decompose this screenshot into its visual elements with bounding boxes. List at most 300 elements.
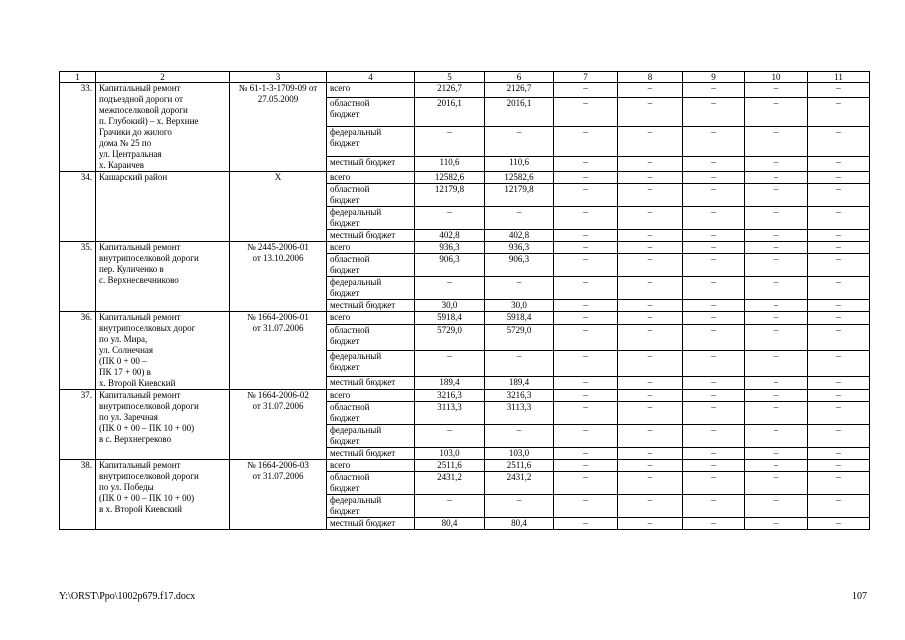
empty-cell: – bbox=[808, 402, 870, 425]
empty-cell: – bbox=[745, 127, 808, 156]
empty-cell: – bbox=[808, 277, 870, 300]
column-header: 10 bbox=[745, 72, 808, 83]
empty-cell: – bbox=[745, 495, 808, 518]
empty-cell: – bbox=[745, 350, 808, 376]
empty-cell: – bbox=[683, 242, 745, 254]
value-col5: 3113,3 bbox=[415, 402, 485, 425]
text-line: бюджет bbox=[330, 361, 360, 372]
text-line: № 1664-2006-03 bbox=[247, 460, 309, 470]
text-line: подъездной дороги от bbox=[99, 94, 183, 104]
text-line: Капитальный ремонт bbox=[99, 460, 181, 470]
empty-cell: – bbox=[618, 172, 683, 184]
text-line: Кашарский район bbox=[99, 172, 168, 182]
empty-cell: – bbox=[745, 460, 808, 472]
text-line: местный бюджет bbox=[330, 230, 396, 240]
funding-source bbox=[327, 156, 415, 171]
funding-source bbox=[327, 98, 415, 127]
text-line: местный бюджет bbox=[330, 376, 396, 387]
text-line: всего bbox=[330, 242, 351, 252]
text-line: Капитальный ремонт bbox=[99, 83, 181, 93]
value-col5: 103,0 bbox=[415, 448, 485, 460]
object-name bbox=[96, 172, 230, 242]
text-line: по ул. Победы bbox=[99, 482, 154, 492]
object-name bbox=[96, 390, 230, 460]
empty-cell: – bbox=[554, 518, 618, 530]
empty-cell: – bbox=[554, 312, 618, 325]
value-col5: 2126,7 bbox=[415, 83, 485, 98]
empty-cell: – bbox=[683, 350, 745, 376]
budget-table bbox=[59, 71, 870, 530]
text-line: № 1664-2006-01 bbox=[247, 312, 309, 322]
empty-cell: – bbox=[808, 300, 870, 312]
empty-cell: – bbox=[683, 300, 745, 312]
column-header: 9 bbox=[683, 72, 745, 83]
empty-cell: – bbox=[683, 184, 745, 207]
empty-cell: – bbox=[808, 127, 870, 156]
empty-cell: – bbox=[618, 402, 683, 425]
empty-cell: – bbox=[745, 325, 808, 351]
text-line: (ПК 0 + 00 – ПК 10 + 00) bbox=[99, 423, 195, 433]
value-col5: 2016,1 bbox=[415, 98, 485, 127]
empty-cell: – bbox=[745, 98, 808, 127]
empty-cell: – bbox=[554, 300, 618, 312]
row-number: 37. bbox=[60, 390, 96, 460]
column-header: 7 bbox=[554, 72, 618, 83]
document-reference bbox=[230, 460, 327, 530]
funding-source bbox=[327, 312, 415, 325]
empty-cell: – bbox=[618, 242, 683, 254]
empty-cell: – bbox=[808, 518, 870, 530]
text-line: местный бюджет bbox=[330, 448, 396, 458]
text-line: бюджет bbox=[330, 138, 360, 149]
value-col6: 12179,8 bbox=[485, 184, 554, 207]
empty-cell: – bbox=[808, 184, 870, 207]
empty-cell: – bbox=[618, 300, 683, 312]
text-line: межпоселковой дороги bbox=[99, 105, 188, 115]
empty-cell: – bbox=[683, 127, 745, 156]
empty-cell: – bbox=[554, 376, 618, 389]
text-line: пер. Куличенко в bbox=[99, 264, 164, 274]
object-name bbox=[96, 83, 230, 172]
empty-cell: – bbox=[554, 425, 618, 448]
empty-cell: – bbox=[745, 518, 808, 530]
row-number: 35. bbox=[60, 242, 96, 312]
text-line: № 1664-2006-02 bbox=[247, 390, 309, 400]
text-line: федеральный bbox=[330, 277, 382, 287]
empty-cell: – bbox=[618, 254, 683, 277]
empty-cell: – bbox=[618, 350, 683, 376]
empty-cell: – bbox=[745, 230, 808, 242]
text-line: (ПК 0 + 00 – ПК 10 + 00) bbox=[99, 493, 195, 503]
text-line: бюджет bbox=[330, 288, 360, 298]
empty-cell: – bbox=[618, 495, 683, 518]
text-line: федеральный bbox=[330, 425, 382, 435]
empty-cell: – bbox=[554, 242, 618, 254]
page-number: 107 bbox=[852, 591, 867, 602]
table-row bbox=[60, 312, 870, 325]
text-line: по ул. Мира, bbox=[99, 334, 148, 344]
text-line: всего bbox=[330, 83, 351, 93]
funding-source bbox=[327, 230, 415, 242]
text-line: федеральный bbox=[330, 207, 382, 217]
empty-cell: – bbox=[683, 156, 745, 171]
value-col5: 110,6 bbox=[415, 156, 485, 171]
table-row bbox=[60, 83, 870, 98]
empty-cell: – bbox=[808, 495, 870, 518]
text-line: № 2445-2006-01 bbox=[247, 242, 309, 252]
text-line: (ПК 0 + 00 – bbox=[99, 356, 147, 366]
text-line: Капитальный ремонт bbox=[99, 390, 181, 400]
empty-cell: – bbox=[618, 98, 683, 127]
value-col6: 12582,6 bbox=[485, 172, 554, 184]
value-col5: 30,0 bbox=[415, 300, 485, 312]
text-line: областной bbox=[330, 402, 370, 412]
text-line: бюджет bbox=[330, 436, 360, 446]
empty-cell: – bbox=[683, 254, 745, 277]
empty-cell: – bbox=[554, 254, 618, 277]
value-col5: – bbox=[415, 127, 485, 156]
column-header: 1 bbox=[60, 72, 96, 83]
funding-source bbox=[327, 254, 415, 277]
empty-cell: – bbox=[618, 83, 683, 98]
empty-cell: – bbox=[808, 390, 870, 402]
empty-cell: – bbox=[683, 98, 745, 127]
empty-cell: – bbox=[745, 312, 808, 325]
text-line: федеральный bbox=[330, 495, 382, 505]
empty-cell: – bbox=[745, 172, 808, 184]
value-col5: 936,3 bbox=[415, 242, 485, 254]
funding-source bbox=[327, 184, 415, 207]
empty-cell: – bbox=[683, 460, 745, 472]
funding-source bbox=[327, 325, 415, 351]
value-col5: – bbox=[415, 425, 485, 448]
empty-cell: – bbox=[683, 325, 745, 351]
funding-source bbox=[327, 518, 415, 530]
empty-cell: – bbox=[554, 390, 618, 402]
column-header: 8 bbox=[618, 72, 683, 83]
text-line: областной bbox=[330, 98, 370, 109]
text-line: п. Глубокий) – х. Верхние bbox=[99, 116, 199, 126]
text-line: по ул. Заречная bbox=[99, 412, 158, 422]
empty-cell: – bbox=[683, 207, 745, 230]
empty-cell: – bbox=[618, 376, 683, 389]
object-name bbox=[96, 242, 230, 312]
empty-cell: – bbox=[554, 277, 618, 300]
funding-source bbox=[327, 207, 415, 230]
document-reference bbox=[230, 83, 327, 172]
funding-source bbox=[327, 460, 415, 472]
empty-cell: – bbox=[808, 312, 870, 325]
funding-source bbox=[327, 127, 415, 156]
column-header: 11 bbox=[808, 72, 870, 83]
column-header: 2 bbox=[96, 72, 230, 83]
empty-cell: – bbox=[554, 230, 618, 242]
value-col6: 2126,7 bbox=[485, 83, 554, 98]
empty-cell: – bbox=[683, 472, 745, 495]
text-line: в х. Второй Киевский bbox=[99, 504, 182, 514]
text-line: бюджет bbox=[330, 195, 360, 205]
empty-cell: – bbox=[554, 156, 618, 171]
empty-cell: – bbox=[618, 425, 683, 448]
funding-source bbox=[327, 277, 415, 300]
text-line: федеральный bbox=[330, 350, 382, 361]
empty-cell: – bbox=[618, 518, 683, 530]
empty-cell: – bbox=[618, 230, 683, 242]
empty-cell: – bbox=[683, 495, 745, 518]
empty-cell: – bbox=[808, 448, 870, 460]
empty-cell: – bbox=[745, 300, 808, 312]
text-line: всего bbox=[330, 390, 351, 400]
empty-cell: – bbox=[683, 172, 745, 184]
text-line: внутрипоселковой дороги bbox=[99, 253, 199, 263]
text-line: х. Второй Киевский bbox=[99, 378, 176, 388]
row-number: 34. bbox=[60, 172, 96, 242]
value-col6: 5918,4 bbox=[485, 312, 554, 325]
empty-cell: – bbox=[554, 460, 618, 472]
table-row bbox=[60, 460, 870, 472]
value-col6: – bbox=[485, 277, 554, 300]
empty-cell: – bbox=[683, 230, 745, 242]
empty-cell: – bbox=[554, 402, 618, 425]
column-header: 3 bbox=[230, 72, 327, 83]
text-line: бюджет bbox=[330, 336, 360, 347]
text-line: 27.05.2009 bbox=[257, 94, 299, 104]
funding-source bbox=[327, 350, 415, 376]
value-col5: 402,8 bbox=[415, 230, 485, 242]
empty-cell: – bbox=[745, 254, 808, 277]
value-col6: – bbox=[485, 425, 554, 448]
row-number: 36. bbox=[60, 312, 96, 390]
funding-source bbox=[327, 83, 415, 98]
empty-cell: – bbox=[683, 376, 745, 389]
text-line: областной bbox=[330, 472, 370, 482]
value-col6: 103,0 bbox=[485, 448, 554, 460]
empty-cell: – bbox=[683, 390, 745, 402]
empty-cell: – bbox=[554, 172, 618, 184]
value-col6: 2511,6 bbox=[485, 460, 554, 472]
empty-cell: – bbox=[554, 83, 618, 98]
funding-source bbox=[327, 448, 415, 460]
empty-cell: – bbox=[618, 472, 683, 495]
text-line: федеральный bbox=[330, 127, 382, 138]
value-col6: 30,0 bbox=[485, 300, 554, 312]
column-header: 4 bbox=[327, 72, 415, 83]
text-line: внутрипоселковой дороги bbox=[99, 471, 199, 481]
value-col5: 189,4 bbox=[415, 376, 485, 389]
document-reference bbox=[230, 312, 327, 390]
empty-cell: – bbox=[618, 312, 683, 325]
text-line: дома № 25 по bbox=[99, 138, 152, 148]
funding-source bbox=[327, 402, 415, 425]
empty-cell: – bbox=[554, 127, 618, 156]
text-line: Х bbox=[274, 172, 282, 182]
empty-cell: – bbox=[683, 448, 745, 460]
empty-cell: – bbox=[618, 325, 683, 351]
empty-cell: – bbox=[808, 460, 870, 472]
file-path: Y:\ORST\Ppo\1002p679.f17.docx bbox=[59, 591, 196, 602]
value-col5: 3216,3 bbox=[415, 390, 485, 402]
text-line: ПК 17 + 00) в bbox=[99, 367, 151, 377]
text-line: от 31.07.2006 bbox=[252, 471, 304, 481]
value-col6: – bbox=[485, 207, 554, 230]
funding-source bbox=[327, 242, 415, 254]
empty-cell: – bbox=[808, 254, 870, 277]
text-line: бюджет bbox=[330, 483, 360, 493]
empty-cell: – bbox=[808, 242, 870, 254]
empty-cell: – bbox=[683, 312, 745, 325]
empty-cell: – bbox=[618, 390, 683, 402]
value-col6: 906,3 bbox=[485, 254, 554, 277]
value-col5: 12179,8 bbox=[415, 184, 485, 207]
text-line: местный бюджет bbox=[330, 518, 396, 528]
value-col6: – bbox=[485, 495, 554, 518]
text-line: от 31.07.2006 bbox=[252, 401, 304, 411]
empty-cell: – bbox=[808, 98, 870, 127]
value-col6: 3113,3 bbox=[485, 402, 554, 425]
empty-cell: – bbox=[808, 207, 870, 230]
empty-cell: – bbox=[745, 184, 808, 207]
table-row bbox=[60, 390, 870, 402]
text-line: бюджет bbox=[330, 218, 360, 228]
text-line: х. Караичев bbox=[99, 160, 144, 170]
text-line: Капитальный ремонт bbox=[99, 312, 181, 322]
value-col6: 402,8 bbox=[485, 230, 554, 242]
text-line: ул. Солнечная bbox=[99, 345, 154, 355]
table-row bbox=[60, 172, 870, 184]
empty-cell: – bbox=[618, 277, 683, 300]
object-name bbox=[96, 460, 230, 530]
value-col6: – bbox=[485, 127, 554, 156]
empty-cell: – bbox=[745, 390, 808, 402]
text-line: Капитальный ремонт bbox=[99, 242, 181, 252]
empty-cell: – bbox=[618, 460, 683, 472]
empty-cell: – bbox=[808, 156, 870, 171]
document-reference bbox=[230, 390, 327, 460]
empty-cell: – bbox=[745, 277, 808, 300]
empty-cell: – bbox=[745, 207, 808, 230]
document-reference bbox=[230, 242, 327, 312]
value-col6: 189,4 bbox=[485, 376, 554, 389]
funding-source bbox=[327, 376, 415, 389]
funding-source bbox=[327, 390, 415, 402]
value-col5: 2511,6 bbox=[415, 460, 485, 472]
text-line: всего bbox=[330, 312, 351, 322]
text-line: с. Верхнесвечниково bbox=[99, 275, 179, 285]
value-col5: 12582,6 bbox=[415, 172, 485, 184]
text-line: Грачики до жилого bbox=[99, 127, 172, 137]
empty-cell: – bbox=[554, 325, 618, 351]
funding-source bbox=[327, 172, 415, 184]
empty-cell: – bbox=[745, 156, 808, 171]
empty-cell: – bbox=[554, 495, 618, 518]
value-col6: – bbox=[485, 350, 554, 376]
empty-cell: – bbox=[745, 242, 808, 254]
text-line: областной bbox=[330, 254, 370, 264]
empty-cell: – bbox=[683, 425, 745, 448]
empty-cell: – bbox=[618, 156, 683, 171]
text-line: бюджет bbox=[330, 265, 360, 275]
row-number: 38. bbox=[60, 460, 96, 530]
text-line: бюджет bbox=[330, 109, 360, 120]
empty-cell: – bbox=[618, 184, 683, 207]
text-line: в с. Верхнегреково bbox=[99, 434, 172, 444]
text-line: областной bbox=[330, 325, 370, 336]
empty-cell: – bbox=[808, 325, 870, 351]
empty-cell: – bbox=[554, 448, 618, 460]
empty-cell: – bbox=[554, 350, 618, 376]
object-name bbox=[96, 312, 230, 390]
value-col5: – bbox=[415, 495, 485, 518]
table-row bbox=[60, 242, 870, 254]
value-col6: 936,3 bbox=[485, 242, 554, 254]
text-line: областной bbox=[330, 184, 370, 194]
empty-cell: – bbox=[683, 277, 745, 300]
value-col5: 5918,4 bbox=[415, 312, 485, 325]
empty-cell: – bbox=[808, 83, 870, 98]
value-col5: – bbox=[415, 277, 485, 300]
empty-cell: – bbox=[745, 402, 808, 425]
empty-cell: – bbox=[745, 448, 808, 460]
empty-cell: – bbox=[683, 83, 745, 98]
empty-cell: – bbox=[745, 425, 808, 448]
column-header: 5 bbox=[415, 72, 485, 83]
empty-cell: – bbox=[683, 518, 745, 530]
text-line: бюджет bbox=[330, 506, 360, 516]
empty-cell: – bbox=[808, 230, 870, 242]
column-header: 6 bbox=[485, 72, 554, 83]
empty-cell: – bbox=[808, 172, 870, 184]
empty-cell: – bbox=[618, 448, 683, 460]
text-line: местный бюджет bbox=[330, 300, 396, 310]
text-line: местный бюджет bbox=[330, 156, 396, 167]
document-reference bbox=[230, 172, 327, 242]
empty-cell: – bbox=[554, 472, 618, 495]
empty-cell: – bbox=[554, 184, 618, 207]
empty-cell: – bbox=[808, 472, 870, 495]
value-col6: 110,6 bbox=[485, 156, 554, 171]
funding-source bbox=[327, 425, 415, 448]
text-line: от 13.10.2006 bbox=[252, 253, 304, 263]
text-line: № 61-1-3-1709-09 от bbox=[238, 83, 318, 93]
text-line: внутрипоселковой дороги bbox=[99, 401, 199, 411]
text-line: от 31.07.2006 bbox=[252, 323, 304, 333]
empty-cell: – bbox=[683, 402, 745, 425]
empty-cell: – bbox=[745, 472, 808, 495]
value-col5: 906,3 bbox=[415, 254, 485, 277]
value-col6: 2431,2 bbox=[485, 472, 554, 495]
value-col5: 5729,0 bbox=[415, 325, 485, 351]
empty-cell: – bbox=[554, 98, 618, 127]
text-line: всего bbox=[330, 172, 351, 182]
empty-cell: – bbox=[745, 376, 808, 389]
row-number: 33. bbox=[60, 83, 96, 172]
value-col5: 80,4 bbox=[415, 518, 485, 530]
value-col6: 5729,0 bbox=[485, 325, 554, 351]
empty-cell: – bbox=[745, 83, 808, 98]
empty-cell: – bbox=[618, 127, 683, 156]
value-col5: – bbox=[415, 207, 485, 230]
empty-cell: – bbox=[808, 350, 870, 376]
value-col6: 3216,3 bbox=[485, 390, 554, 402]
value-col6: 80,4 bbox=[485, 518, 554, 530]
empty-cell: – bbox=[618, 207, 683, 230]
funding-source bbox=[327, 300, 415, 312]
text-line: всего bbox=[330, 460, 351, 470]
empty-cell: – bbox=[554, 207, 618, 230]
empty-cell: – bbox=[808, 425, 870, 448]
empty-cell: – bbox=[808, 376, 870, 389]
value-col6: 2016,1 bbox=[485, 98, 554, 127]
